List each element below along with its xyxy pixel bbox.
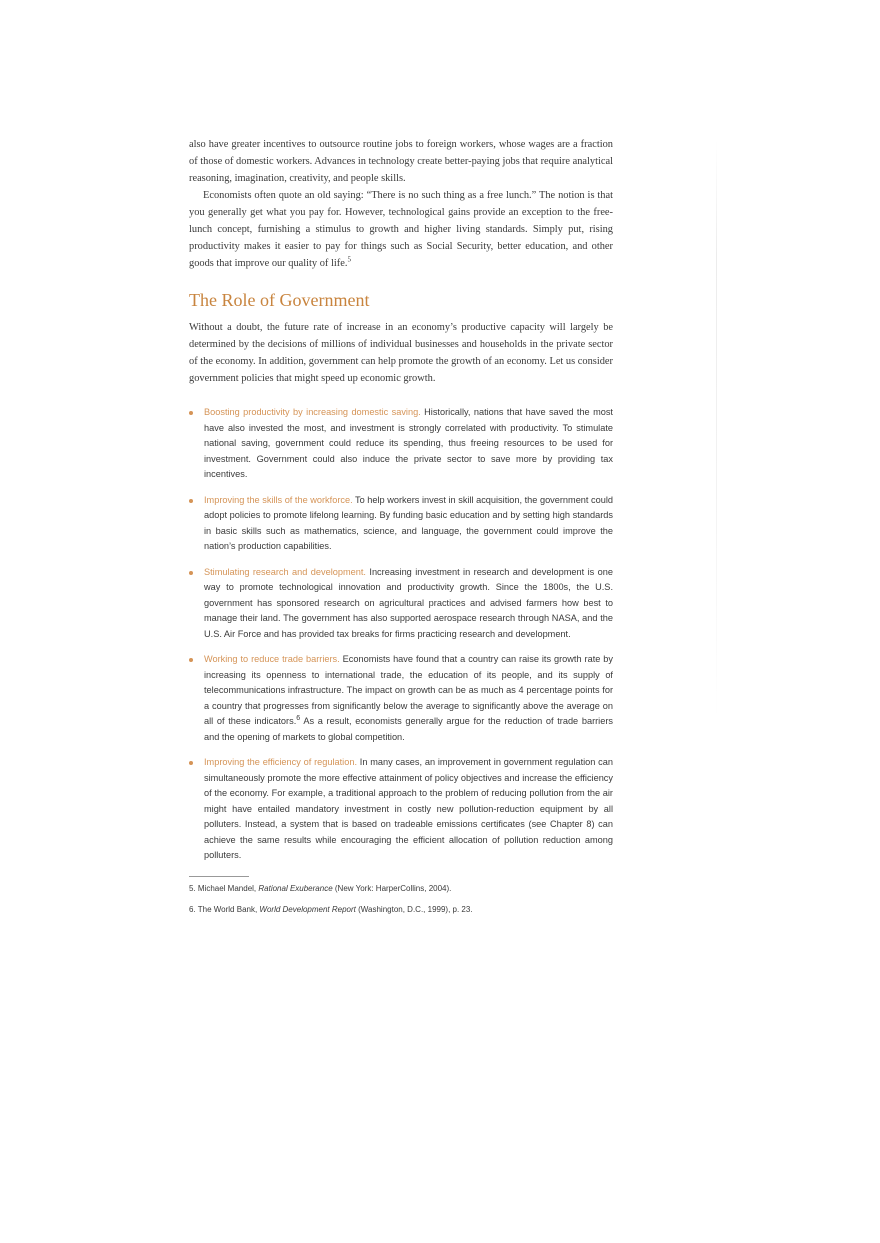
intro-paragraph-2 [189, 187, 613, 272]
list-item-text: Increasing investment in research and development is one way to promote technological innovation and productivity growth. Since the 1800s, the U.S. government has sponsored research on agricultural practices and advised farmers how best to manage their land. The government has also supported aerospace research through NASA, and the U.S. Air Force and has provided tax breaks for firms practicing research and development. [204, 566, 613, 639]
footnote-5 [189, 883, 613, 895]
bullet-icon [189, 571, 193, 575]
footnote-divider [189, 876, 249, 877]
footnotes [189, 883, 613, 916]
list-item-text: In many cases, an improvement in government regulation can simultaneously promote the more effective attainment of policy objectives and increase the efficiency of the economy. For example, a traditional approach to the problem of reducing pollution from the air might have entailed mandatory investment in costly new pollution-reduction equipment by all polluters. Instead, a system that is based on tradeable emissions certificates (see Chapter 8) can achieve the same results while encouraging the efficient allocation of pollution reduction among polluters. [204, 757, 613, 860]
section-heading: The Role of Government [189, 290, 370, 310]
intro-paragraph-2-text: Economists often quote an old saying: “There is no such thing as a free lunch.” The notion is that you generally get what you pay for. However, technological gains provide an exception to the free-lunch concept, furnishing a stimulus to growth and higher living standards. Simply put, rising productivity makes it easier to pay for things such as Social Security, better education, and other goods that improve our quality of life. [189, 190, 613, 269]
bullet-icon [189, 411, 193, 415]
section-body: Without a doubt, the future rate of increase in an economy’s productive capacity will largely be determined by the decisions of millions of individual businesses and households in the private sector of the economy. In addition, government can help promote the growth of an economy. Let us consider government policies that might speed up economic growth. [189, 322, 613, 384]
footnote-book-title: Rational Exuberance [258, 883, 333, 893]
footnote-book-title: World Development Report [259, 904, 356, 914]
book-page [189, 136, 613, 925]
policy-list [189, 405, 613, 864]
list-item [189, 652, 613, 745]
footnote-prefix: 5. Michael Mandel, [189, 883, 259, 893]
list-item-text: Historically, nations that have saved the most have also invested the most, and investment is strongly correlated with productivity. To stimulate national saving, government could reduce its spending, thus freeing resources to be used for investment. Government could also induce the private sector to save more by providing tax incentives. [204, 407, 613, 479]
list-item-text: Economists have found that a country can raise its growth rate by increasing its openness to international trade, the education of its people, and its supply of telecommunications infrastructure. The impact on growth can be as much as 4 percentage points for a country that progresses from significantly below the average to significantly above the average on all of these indicators. [204, 654, 613, 726]
footnote-suffix: (Washington, D.C., 1999), p. 23. [355, 904, 473, 914]
footnote-ref-5[interactable]: 5 [347, 255, 351, 264]
list-item-text: To help workers invest in skill acquisition, the government could adopt policies to promote lifelong learning. By funding basic education and by setting high standards in basic skills such as mathematics, science, and language, the government could improve the nation’s production capabilities. [204, 494, 613, 551]
intro-paragraph-1: also have greater incentives to outsource routine jobs to foreign workers, whose wages are a fraction of those of domestic workers. Advances in technology create better-paying jobs that require analytical reasoning, imagination, creativity, and people skills. [189, 139, 613, 184]
footnote-suffix: (New York: HarperCollins, 2004). [332, 883, 452, 893]
list-item-lead: Working to reduce trade barriers. [204, 654, 340, 664]
scan-edge-shadow [716, 140, 717, 720]
list-item [189, 493, 613, 555]
list-item [189, 565, 613, 643]
bullet-icon [189, 658, 193, 662]
footnote-prefix: 6. The World Bank, [189, 904, 260, 914]
list-item-lead: Boosting productivity by increasing domestic saving. [204, 407, 421, 417]
list-item-lead: Improving the efficiency of regulation. [204, 757, 357, 767]
list-item [189, 755, 613, 864]
bullet-icon [189, 499, 193, 503]
list-item-lead: Improving the skills of the workforce. [204, 494, 353, 505]
footnote-6 [189, 904, 613, 916]
list-item [189, 405, 613, 483]
list-item-lead: Stimulating research and development. [204, 566, 366, 577]
list-item-text-continued: As a result, economists generally argue for the reduction of trade barriers and the opening of markets to global competition. [204, 716, 613, 742]
footnote-ref-6[interactable]: 6 [296, 714, 301, 722]
bullet-icon [189, 761, 193, 765]
